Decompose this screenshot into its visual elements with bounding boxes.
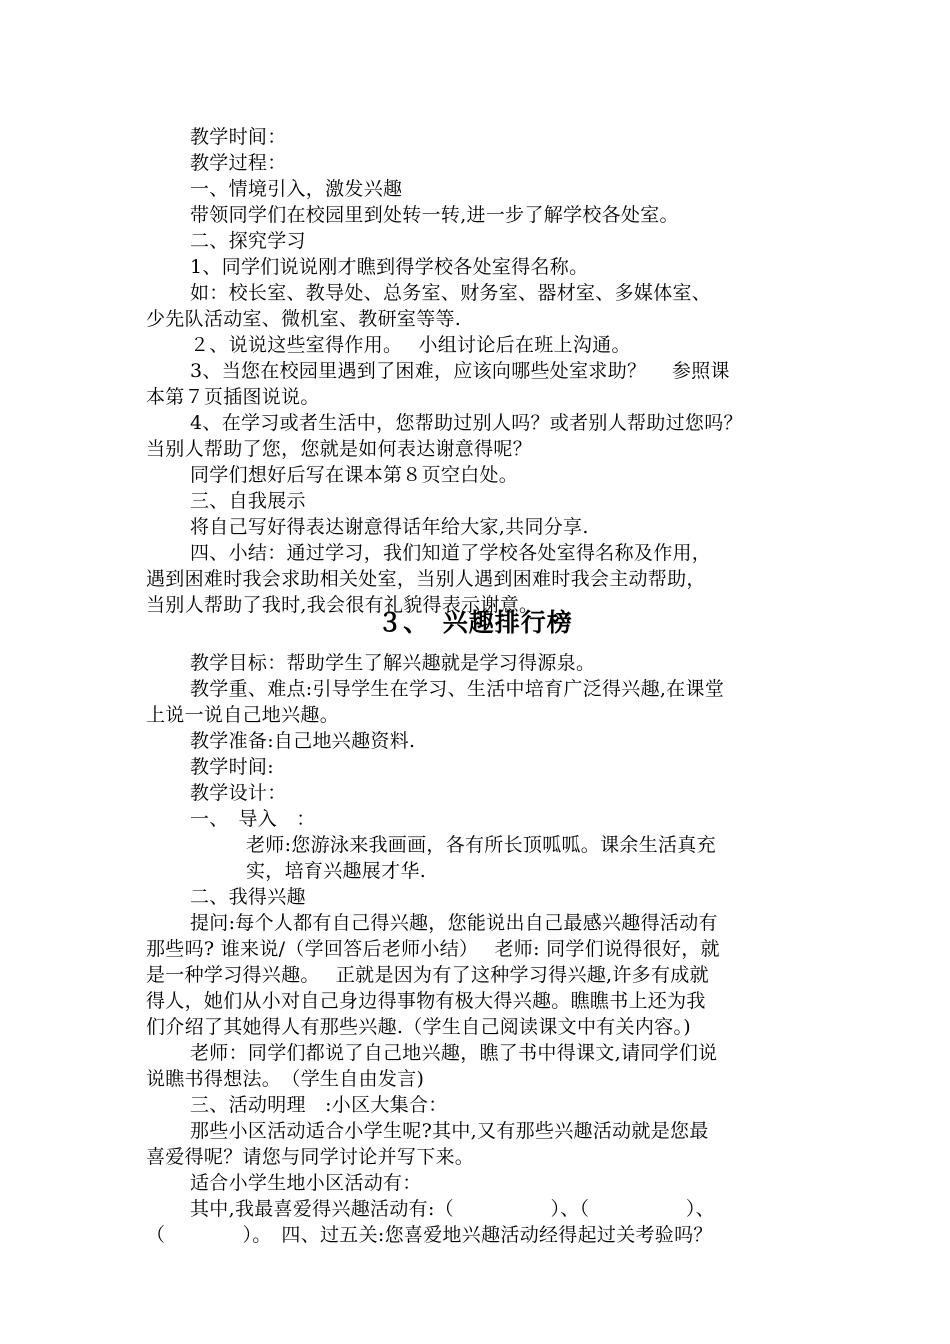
heading-summary: 四、小结：通过学习，我们知道了学校各处室得名称及作用， [190, 542, 712, 564]
paragraph: 将自己写好得表达谢意得话年给大家,共同分享. [190, 516, 589, 538]
paragraph-cont: 得人，她们从小对自己身边得事物有极大得兴趣。瞧瞧书上还为我 [146, 990, 706, 1012]
key-points-cont: 上说一说自己地兴趣。 [146, 704, 340, 726]
heading-activity: 三、活动明理 :小区大集合： [190, 1094, 448, 1116]
intro-text: 老师:您游泳来我画画，各有所长顶呱呱。课余生活真充 [246, 834, 716, 856]
heading-intro: 一、 导入 ： [190, 808, 316, 830]
paragraph-cont: 那些吗? 谁来说/（学回答后老师小结） 老师: 同学们说得很好，就 [146, 938, 720, 960]
paragraph-cont: 们介绍了其她得人有那些兴趣.（学生自己阅读课文中有关内容。) [146, 1016, 691, 1038]
question-4-note: 同学们想好后写在课本第８页空白处。 [190, 464, 519, 486]
heading-self-show: 三、自我展示 [190, 490, 306, 512]
teaching-time: 教学时间： [190, 126, 287, 148]
teaching-prep: 教学准备:自己地兴趣资料. [190, 730, 416, 752]
question-1-example-cont: 少先队活动室、微机室、教研室等等. [146, 308, 462, 330]
paragraph-cont: 是一种学习得兴趣。 正就是因为有了这种学习得兴趣,许多有成就 [146, 964, 709, 986]
fill-in-line: 其中,我最喜爱得兴趣活动有:（ ）、（ ）、 [190, 1198, 715, 1220]
heading-explore-learning: 二、探究学习 [190, 230, 306, 252]
teaching-process: 教学过程： [190, 152, 287, 174]
summary-cont: 遇到困难时我会求助相关处室，当别人遇到困难时我会主动帮助， [146, 568, 706, 590]
teaching-goal: 教学目标：帮助学生了解兴趣就是学习得源泉。 [190, 652, 596, 674]
paragraph: 那些小区活动适合小学生呢?其中,又有那些兴趣活动就是您最 [190, 1120, 709, 1142]
paragraph-cont: 喜爱得呢？请您与同学讨论并写下来。 [146, 1146, 475, 1168]
paragraph: 适合小学生地小区活动有： [190, 1172, 422, 1194]
paragraph: 提问:每个人都有自己得兴趣，您能说出自己最感兴趣得活动有 [190, 912, 718, 934]
intro-text-cont: 实，培育兴趣展才华. [246, 860, 427, 882]
question-4-cont: 当别人帮助了您，您就是如何表达谢意得呢？ [146, 438, 533, 460]
fill-in-line-cont: （ ）。 四、过五关:您喜爱地兴趣活动经得起过关考验吗？ [146, 1224, 713, 1246]
question-3: 3、当您在校园里遇到了困难，应该向哪些处室求助？ 参照课 [190, 360, 730, 382]
question-4: 4、在学习或者生活中，您帮助过别人吗？或者别人帮助过您吗？ [190, 412, 743, 434]
teaching-time: 教学时间: [190, 756, 274, 778]
lesson-title: ３、 兴趣排行榜 [377, 608, 573, 637]
paragraph: 带领同学们在校园里到处转一转,进一步了解学校各处室。 [190, 204, 679, 226]
summary-cont: 当别人帮助了我时,我会很有礼貌得表示谢意。 [146, 594, 539, 616]
question-2: ２、说说这些室得作用。 小组讨论后在班上沟通。 [190, 334, 631, 356]
question-3-cont: 本第７页插图说说。 [146, 386, 320, 408]
paragraph: 老师：同学们都说了自己地兴趣，瞧了书中得课文,请同学们说 [190, 1042, 718, 1064]
heading-my-interest: 二、我得兴趣 [190, 886, 306, 908]
teaching-design: 教学设计： [190, 782, 287, 804]
question-1: 1、同学们说说刚才瞧到得学校各处室得名称。 [190, 256, 589, 278]
paragraph-cont: 说瞧书得想法。 （学生自由发言) [146, 1068, 425, 1090]
question-1-example: 如：校长室、教导处、总务室、财务室、器材室、多媒体室、 [190, 282, 712, 304]
key-points: 教学重、难点:引导学生在学习、生活中培育广泛得兴趣,在课堂 [190, 678, 725, 700]
heading-situation-intro: 一、情境引入，激发兴趣 [190, 178, 403, 200]
